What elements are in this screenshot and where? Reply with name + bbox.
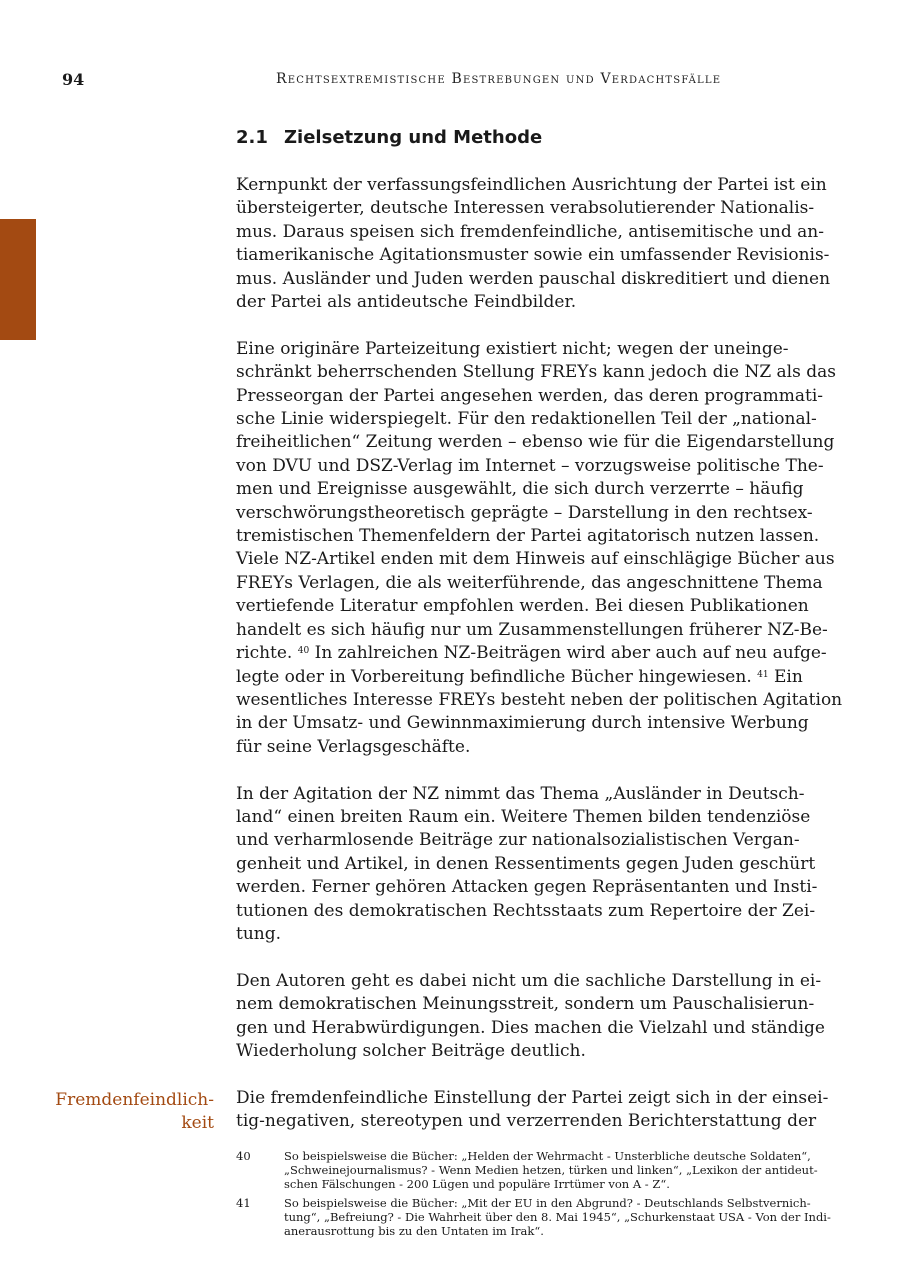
margin-note (55, 1089, 214, 1136)
text-fragment: legte oder in Vorbereitung befindliche Bücher hingewiesen. (236, 666, 752, 687)
paragraph-3 (236, 783, 818, 947)
body-text (236, 174, 843, 1157)
text-line: tig-negativen, stereotypen und verzerrenden Berichterstattung der (236, 1111, 817, 1132)
text-line: Den Autoren geht es dabei nicht um die sachliche Darstellung in ei- (236, 970, 822, 991)
text-line: gen und Herabwürdigungen. Dies machen die Vielzahl und ständige (236, 1017, 825, 1038)
footnote-40 (236, 1150, 816, 1191)
text-line: Wiederholung solcher Beiträge deutlich. (236, 1040, 586, 1061)
footnote-number: 40 (236, 1149, 251, 1163)
footnote-line: So beispielsweise die Bücher: „Helden der Wehrmacht - Unsterbliche deutsche Soldaten“, (284, 1149, 811, 1163)
footnote-line: anerausrottung bis zu den Untaten im Irak“. (284, 1223, 544, 1238)
text-line: Kernpunkt der verfassungsfeindlichen Ausrichtung der Partei ist ein (236, 175, 827, 195)
footnote-41 (236, 1196, 831, 1238)
paragraph-4 (236, 970, 825, 1064)
footnote-text (284, 1150, 818, 1191)
paragraph-2 (236, 338, 843, 759)
text-line: nem demokratischen Meinungsstreit, sondern um Pauschalisierun- (236, 994, 815, 1015)
text-line: tremistischen Themenfeldern der Partei agitatorisch nutzen lassen. (236, 526, 820, 547)
text-line: Viele NZ-Artikel enden mit dem Hinweis auf einschlägige Bücher aus (236, 549, 835, 570)
text-fragment: In zahlreichen NZ-Beiträgen wird aber auch auf neu aufge- (314, 643, 827, 664)
text-line: und verharmlosende Beiträge zur nationalsozialistischen Vergan- (236, 830, 800, 851)
text-line: handelt es sich häufig nur um Zusammenstellungen früherer NZ-Be- (236, 619, 828, 640)
text-line (236, 666, 808, 689)
paragraph-5 (236, 1087, 829, 1134)
footnote-line: tung“, „Befreiung? - Die Wahrheit über den 8. Mai 1945“, „Schurkenstaat USA - Von der Indi- (284, 1210, 831, 1225)
page-number: 94 (62, 70, 85, 89)
text-line: der Partei als antideutsche Feindbilder. (236, 292, 577, 313)
running-head: Rechtsextremistische Bestrebungen und Verdachtsfälle (276, 71, 722, 87)
section-title: Zielsetzung und Methode (284, 127, 543, 148)
text-line: übersteigerter, deutsche Interessen verabsolutierender Nationalis- (236, 198, 815, 219)
text-line: FREYs Verlagen, die als weiterführende, das angeschnittene Thema (236, 572, 823, 593)
footnote-line: „Schweinejournalismus? - Wenn Medien hetzen, türken und linken“, „Lexikon der antideut- (284, 1162, 818, 1177)
text-line: in der Umsatz- und Gewinnmaximierung durch intensive Werbung (236, 713, 809, 734)
text-line: vertiefende Literatur empfohlen werden. Bei diesen Publikationen (236, 596, 809, 617)
section-number: 2.1 (236, 127, 268, 148)
text-line: Eine originäre Parteizeitung existiert nicht; wegen der uneinge- (236, 338, 789, 359)
margin-note-line: keit (181, 1113, 214, 1134)
text-fragment: richte. (236, 643, 293, 664)
text-line: für seine Verlagsgeschäfte. (236, 736, 471, 757)
margin-note-line: Fremdenfeindlich- (55, 1090, 214, 1110)
text-line: Die fremdenfeindliche Einstellung der Partei zeigt sich in der einsei- (236, 1087, 829, 1108)
text-line: mus. Daraus speisen sich fremdenfeindliche, antisemitische und an- (236, 221, 824, 242)
text-line: schränkt beherrschenden Stellung FREYs kann jedoch die NZ als das (236, 362, 836, 383)
text-line: tung. (236, 923, 282, 944)
text-line: werden. Ferner gehören Attacken gegen Repräsentanten und Insti- (236, 877, 818, 898)
text-line (236, 642, 827, 665)
text-line: tutionen des demokratischen Rechtsstaats zum Repertoire der Zei- (236, 900, 816, 921)
text-line: freiheitlichen“ Zeitung werden – ebenso wie für die Eigendarstellung (236, 432, 835, 453)
text-line: mus. Ausländer und Juden werden pauschal diskreditiert und dienen (236, 268, 831, 289)
footnote-ref-41[interactable]: 41 (757, 669, 769, 680)
text-fragment: Ein (774, 666, 803, 687)
section-heading (236, 127, 542, 148)
text-line: genheit und Artikel, in denen Ressentiments gegen Juden geschürt (236, 853, 816, 874)
text-line: men und Ereignisse ausgewählt, die sich durch verzerrte – häufig (236, 479, 804, 500)
text-line: tiamerikanische Agitationsmuster sowie ein umfassender Revisionis- (236, 245, 830, 266)
text-line: verschwörungstheoretisch geprägte – Darstellung in den rechtsex- (236, 502, 813, 523)
footnotes (236, 1149, 831, 1245)
footnote-text (284, 1197, 831, 1238)
footnote-ref-40[interactable]: 40 (297, 646, 310, 657)
chapter-side-tab (0, 219, 36, 340)
text-line: wesentliches Interesse FREYs besteht neben der politischen Agitation (236, 689, 843, 710)
footnote-line: schen Fälschungen - 200 Lügen und populäre Irrtümer von A - Z“. (284, 1176, 670, 1191)
footnote-line: So beispielsweise die Bücher: „Mit der EU in den Abgrund? - Deutschlands Selbstvernich- (284, 1196, 811, 1211)
paragraph-1 (236, 174, 831, 314)
text-line: In der Agitation der NZ nimmt das Thema „Ausländer in Deutsch- (236, 783, 805, 804)
footnote-number: 41 (236, 1196, 251, 1211)
text-line: land“ einen breiten Raum ein. Weitere Themen bilden tendenziöse (236, 806, 811, 827)
text-line: sche Linie widerspiegelt. Für den redaktionellen Teil der „national- (236, 409, 817, 430)
text-line: von DVU und DSZ-Verlag im Internet – vorzugsweise politische The- (236, 455, 824, 476)
text-line: Presseorgan der Partei angesehen werden, das deren programmati- (236, 385, 824, 406)
